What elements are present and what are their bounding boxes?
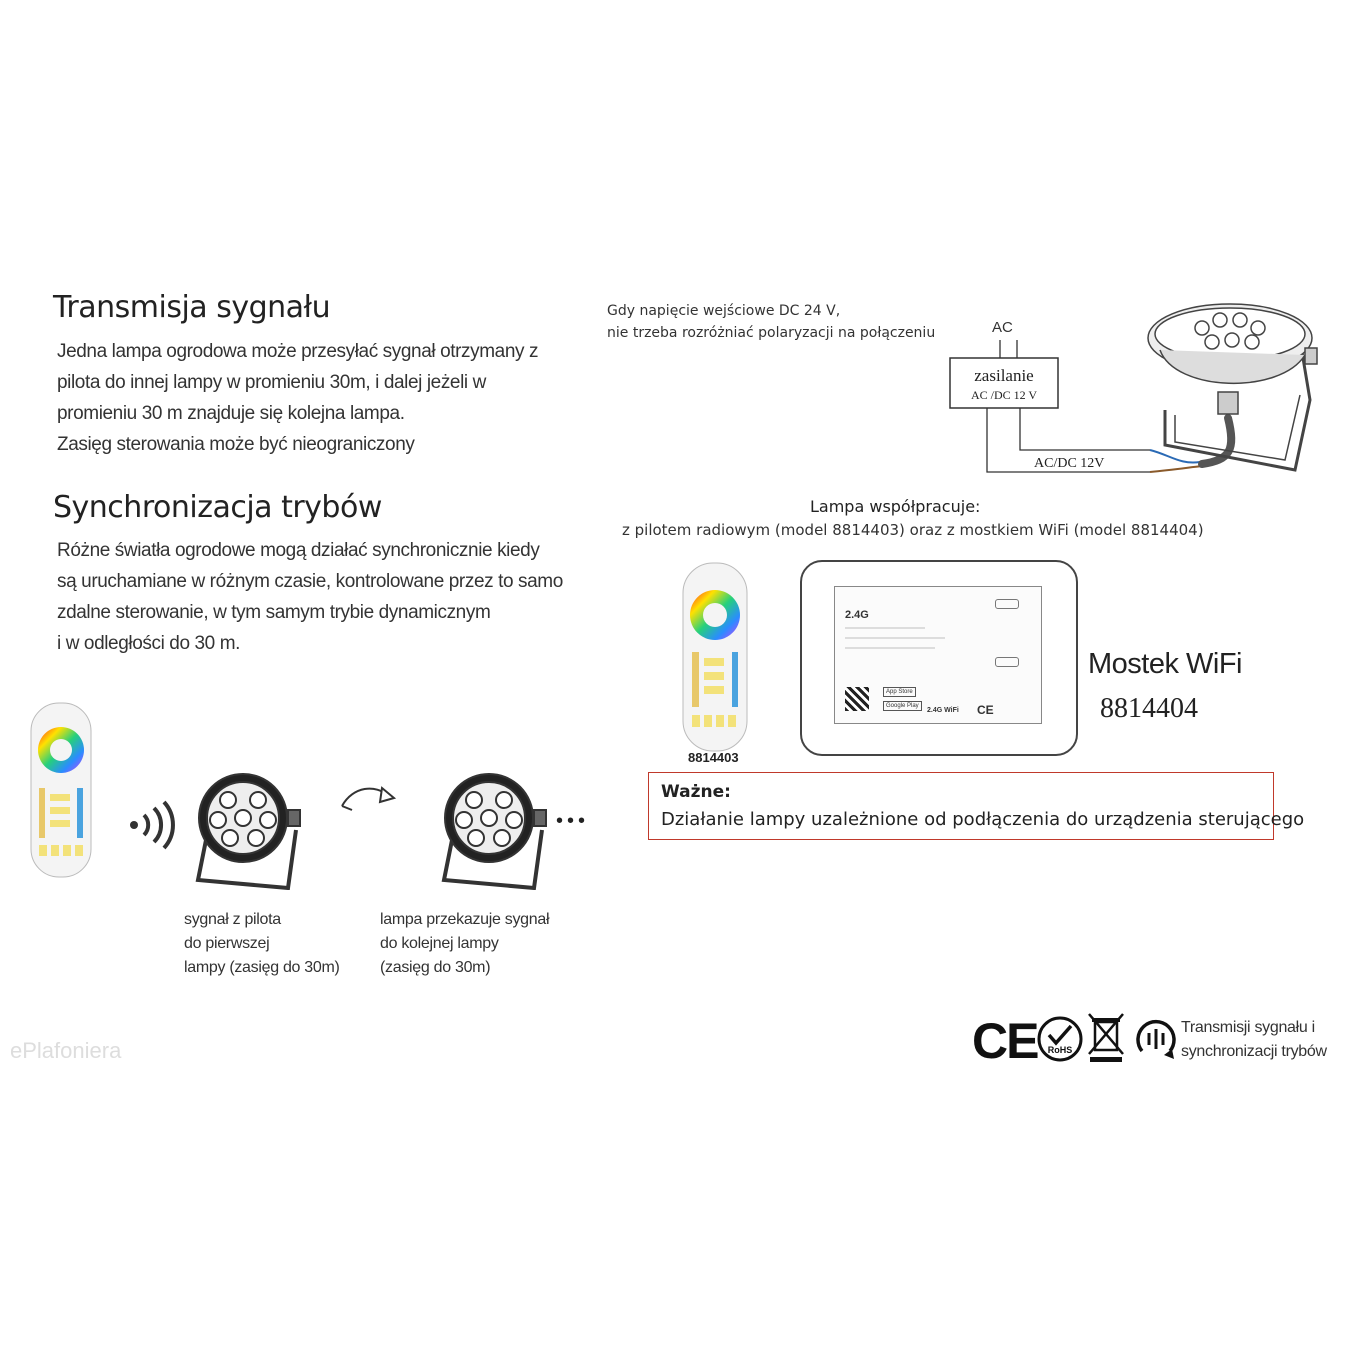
sync-transmission-icon — [1134, 1015, 1178, 1063]
ce-mark-icon: CE — [972, 1013, 1038, 1069]
relay-arrow-icon — [338, 780, 400, 814]
lamp-second-illustration — [434, 770, 554, 890]
section-title-sync: Synchronizacja trybów — [53, 490, 382, 525]
bridge-ce-mark: CE — [977, 703, 994, 717]
app-store-badge: App Store — [883, 687, 916, 697]
bridge-freq: 2.4G — [845, 609, 869, 621]
signal-waves-icon — [126, 800, 176, 850]
caption-first-lamp — [184, 908, 340, 980]
sync-line-4: i w odległości do 30 m. — [57, 633, 241, 654]
section-text-signal — [57, 336, 538, 460]
compat-subtitle: z pilotem radiowym (model 8814403) oraz z mostkiem WiFi (model 8814404) — [622, 521, 1204, 539]
compat-title: Lampa współpracuje: — [810, 497, 981, 516]
bridge-wifi-label: 2.4G WiFi — [927, 707, 959, 714]
sync-feature-line-1: Transmisji sygnału i — [1181, 1019, 1315, 1036]
caption-first-line-1: sygnał z pilota — [184, 911, 281, 928]
lamp-first-illustration — [188, 770, 308, 890]
remote-illustration — [28, 700, 98, 880]
psu-sub: AC /DC 12 V — [970, 388, 1038, 402]
remote-model-label: 8814403 — [688, 750, 739, 765]
signal-line-4: Zasięg sterowania może być nieograniczony — [57, 434, 415, 455]
google-play-badge: Google Play — [883, 701, 922, 711]
remote-8814403-image — [680, 560, 750, 755]
bridge-model: 8814404 — [1100, 693, 1198, 724]
signal-line-2: pilota do innej lampy w promieniu 30m, i dalej jeżeli w — [57, 372, 486, 393]
sync-line-1: Różne światła ogrodowe mogą działać synchronicznie kiedy — [57, 540, 540, 561]
watermark: ePlafoniera — [10, 1038, 122, 1063]
warning-title: Ważne: — [661, 782, 731, 802]
wiring-note-line-1: Gdy napięcie wejściowe DC 24 V, — [607, 303, 841, 319]
bridge-label-plate — [834, 586, 1042, 724]
svg-text:RoHS: RoHS — [1047, 1045, 1073, 1055]
caption-relay-line-3: (zasięg do 30m) — [380, 959, 491, 976]
psu-label: zasilanie — [974, 366, 1034, 385]
wiring-note-line-2: nie trzeba rozróżniać polaryzacji na połączeniu — [607, 325, 936, 341]
wiring-diagram — [940, 300, 1340, 500]
ac-label: AC — [992, 319, 1013, 336]
caption-first-line-3: lampy (zasięg do 30m) — [184, 959, 340, 976]
warning-text: Działanie lampy uzależnione od podłączenia do urządzenia sterującego — [661, 809, 1305, 830]
signal-line-3: promieniu 30 m znajduje się kolejna lampa. — [57, 403, 405, 424]
caption-first-line-2: do pierwszej — [184, 935, 270, 952]
caption-relay-line-1: lampa przekazuje sygnał — [380, 911, 550, 928]
sync-line-2: są uruchamiane w różnym czasie, kontrolowane przez to samo — [57, 571, 563, 592]
weee-bin-icon — [1086, 1010, 1126, 1064]
caption-relay — [380, 908, 549, 980]
caption-relay-line-2: do kolejnej lampy — [380, 935, 499, 952]
qr-code-icon — [845, 687, 869, 711]
sync-feature-line-2: synchronizacji trybów — [1181, 1043, 1327, 1060]
sync-feature-label — [1181, 1016, 1327, 1064]
rohs-icon — [1036, 1015, 1084, 1063]
wiring-note — [607, 300, 935, 344]
section-title-signal: Transmisja sygnału — [53, 290, 331, 325]
section-text-sync — [57, 535, 563, 659]
wire-label: AC/DC 12V — [1034, 456, 1105, 471]
continuation-dots: ••• — [556, 810, 590, 832]
bridge-name: Mostek WiFi — [1088, 648, 1242, 680]
warning-box — [648, 772, 1305, 840]
signal-line-1: Jedna lampa ogrodowa może przesyłać sygnał otrzymany z — [57, 341, 539, 362]
wifi-bridge-image — [800, 560, 1078, 756]
sync-line-3: zdalne sterowanie, w tym samym trybie dynamicznym — [57, 602, 491, 623]
